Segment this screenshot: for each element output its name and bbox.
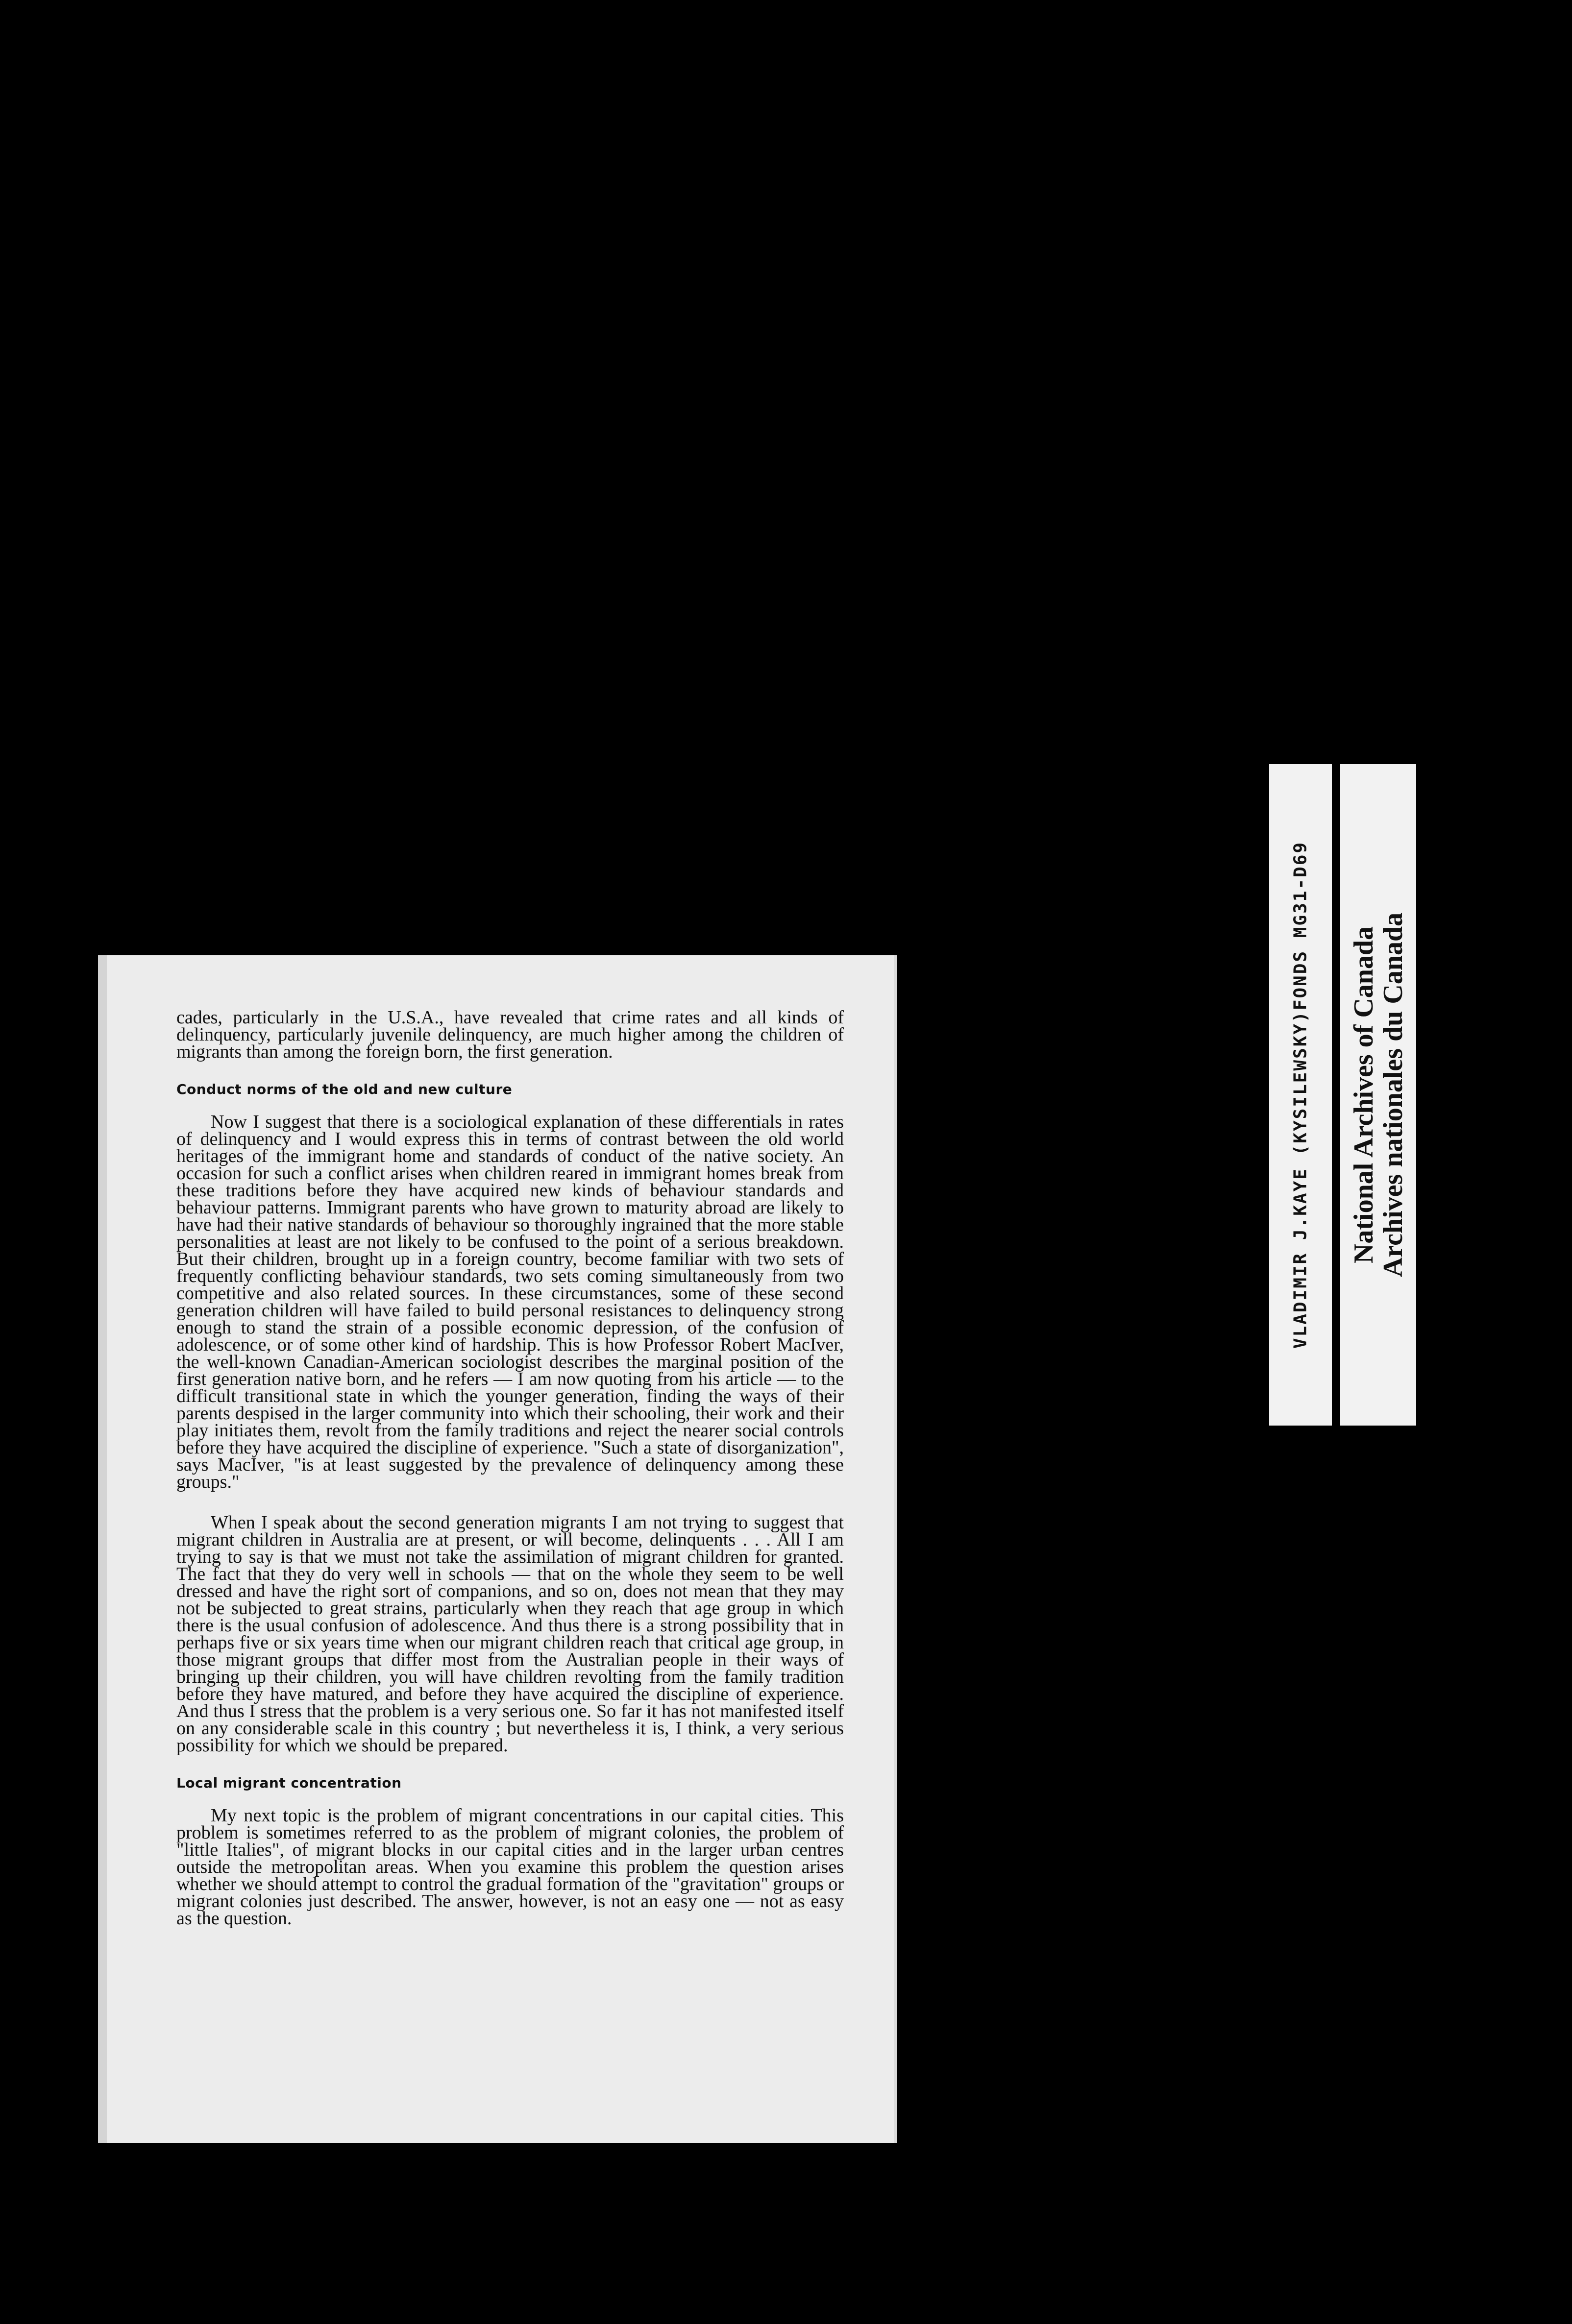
paragraph-migrant-concentrations: My next topic is the problem of migrant concentrations in our capital cities. This problem is sometimes referred to as the problem of migrant colonies, the problem of "little Italies", of migrant blocks in our capital cities and in the larger urban centres outside the metropolitan areas. When you examine this problem the question arises whether we should attempt to control the gradual formation of the "gravitation" groups or migrant colonies just described. The answer, however, is not an easy one — not as easy as the question. (176, 1805, 844, 1929)
fonds-label: VLADIMIR J.KAYE (KYSILEWSKY)FONDS MG31-D69 (1290, 841, 1311, 1349)
archives-label (1349, 913, 1408, 1277)
page-text (176, 1009, 844, 1927)
document-page (98, 955, 897, 2143)
fonds-label-strip (1269, 764, 1332, 1426)
archives-label-english: National Archives of Canada (1348, 926, 1379, 1264)
section-heading-conduct-norms: Conduct norms of the old and new culture (176, 1081, 513, 1097)
paragraph-gap (176, 1491, 844, 1514)
opening-paragraph: cades, particularly in the U.S.A., have revealed that crime rates and all kinds of delinquency, particularly juvenile delinquency, are much higher among the children of migrants than among the foreign born, the first generation. (176, 1007, 844, 1062)
paragraph-second-generation: When I speak about the second generation migrants I am not trying to suggest that migrant children in Australia are at present, or will become, delinquents . . . All I am trying to say is that we must not take the assimilation of migrant children for granted. The fact that they do very well in schools — that on the whole they seem to be well dressed and have the right sort of companions, and so on, does not mean that they may not be subjected to great strains, particularly when they reach that age group in which there is the usual confusion of adolescence. And thus there is a strong possibility that in perhaps five or six years time when our migrant children reach that critical age group, in those migrant groups that differ most from the Australian people in their ways of bringing up their children, you will have children revolting from the family tradition before they have matured, and before they have acquired the discipline of experience. And thus I stress that the problem is a very serious one. So far it has not manifested itself on any considerable scale in this country ; but nevertheless it is, I think, a very serious possibility for which we should be prepared. (176, 1512, 844, 1756)
archives-label-french: Archives nationales du Canada (1377, 912, 1408, 1278)
archives-label-strip (1340, 764, 1416, 1426)
paragraph-sociological-explanation: Now I suggest that there is a sociological explanation of these differentials in rates of delinquency and I would express this in terms of contrast between the old world heritages of the immigrant home and standards of conduct of the native society. An occasion for such a conflict arises when children reared in immigrant homes break from these traditions before they have acquired new kinds of behaviour standards and behaviour patterns. Immigrant parents who have grown to maturity abroad are likely to have had their native standards of behaviour so thoroughly ingrained that the more stable personalities at least are not likely to be confused to the point of a serious breakdown. But their children, brought up in a foreign country, become familiar with two sets of frequently conflicting behaviour standards, two sets coming simultaneously from two competitive and also related sources. In these circumstances, some of these second generation children will have failed to build personal resistances to delinquency strong enough to stand the strain of a possible economic depression, of the confusion of adolescence, or of some other kind of hardship. This is how Professor Robert MacIver, the well-known Canadian-American sociologist describes the marginal position of the first generation native born, and he refers — I am now quoting from his article — to the difficult transitional state in which the younger generation, finding the ways of their parents despised in the larger community into which their schooling, their work and their play initiates them, revolt from the family traditions and reject the nearer social controls before they have acquired the discipline of experience. "Such a state of disorganization", says MacIver, "is at least suggested by the prevalence of delinquency among these groups." (176, 1112, 844, 1492)
section-heading-local-migrant: Local migrant concentration (176, 1775, 402, 1791)
